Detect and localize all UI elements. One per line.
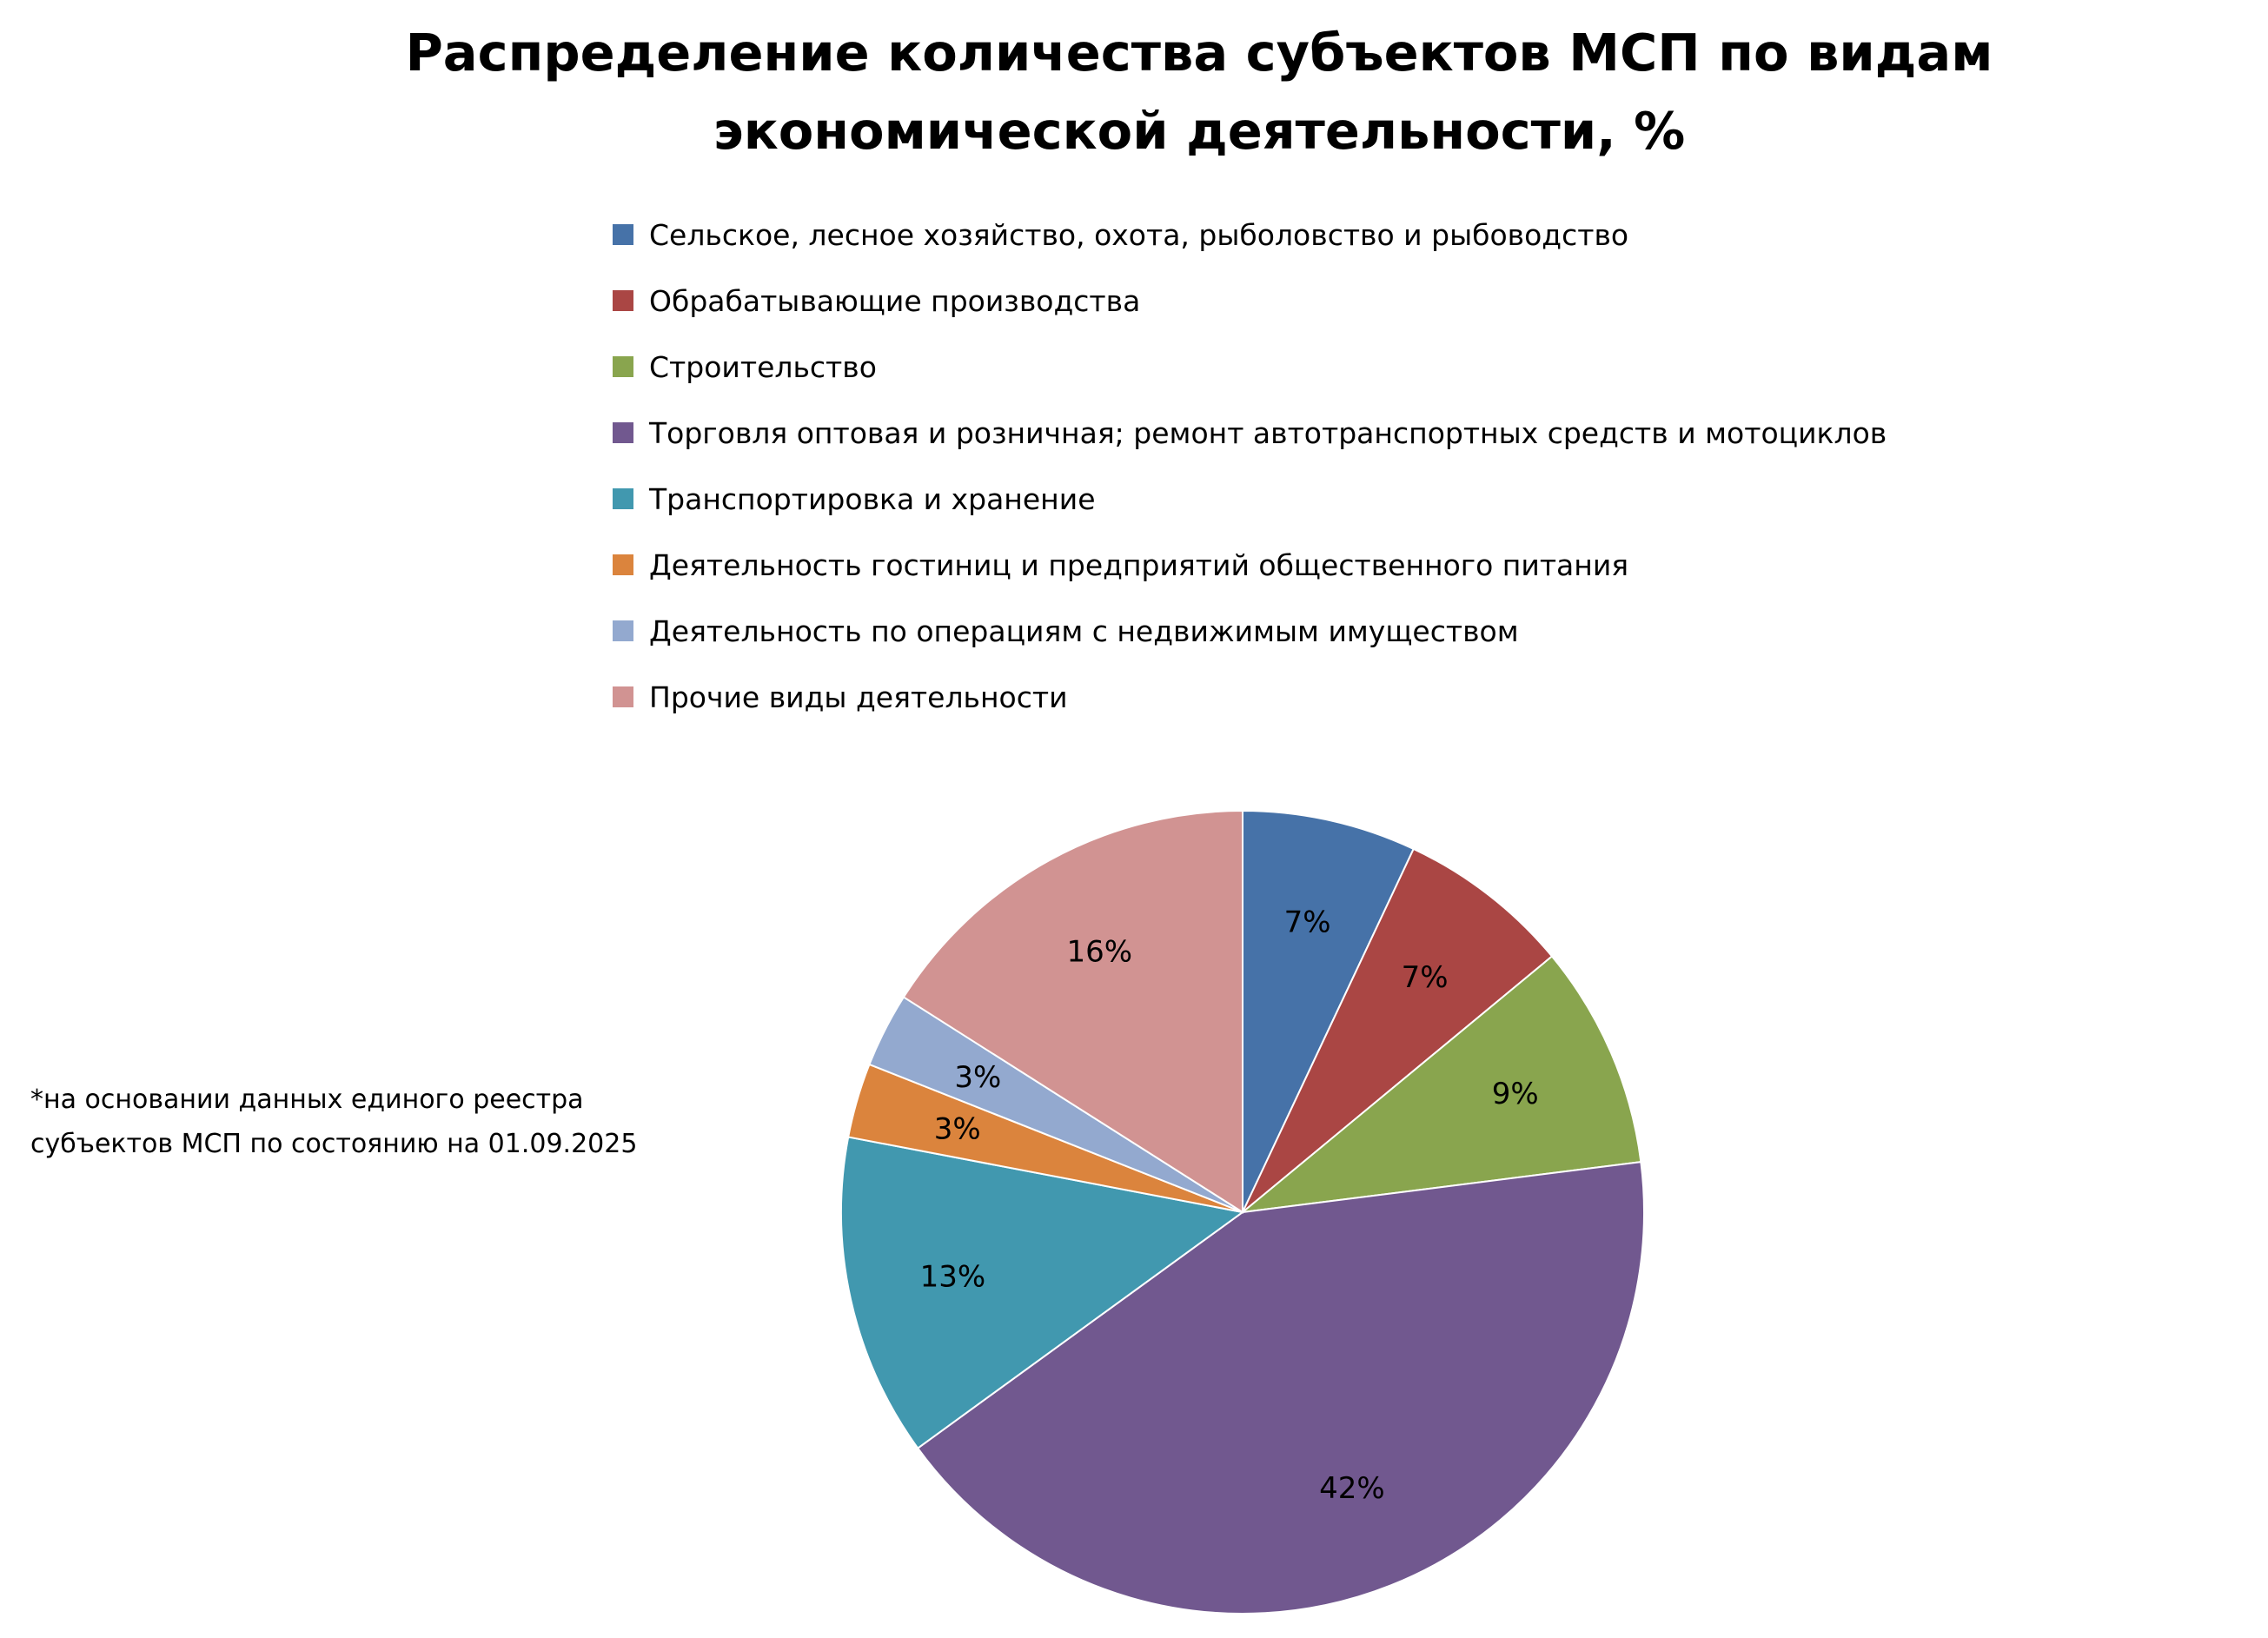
slice-data-label: 3% [933, 1111, 981, 1147]
legend-label: Деятельность гостиниц и предприятий общественного питания [649, 547, 1629, 582]
legend-label: Обрабатывающие производства [649, 283, 1141, 318]
chart-title: Распределение количества субъектов МСП по видам экономической деятельности, % [405, 23, 1993, 161]
slice-data-label: 16% [1066, 934, 1133, 970]
footnote-line-1: *на основании данных единого реестра [30, 1084, 584, 1115]
footnote-line-2: субъектов МСП по состоянию на 01.09.2025 [30, 1129, 638, 1159]
legend-label: Прочие виды деятельности [649, 680, 1068, 714]
slice-data-label: 7% [1283, 905, 1331, 940]
slice-data-label: 3% [954, 1059, 1002, 1095]
legend-label: Транспортировка и хранение [649, 481, 1096, 516]
legend-label: Сельское, лесное хозяйство, охота, рыболовство и рыбоводство [649, 217, 1629, 252]
slice-data-label: 42% [1319, 1470, 1385, 1506]
slice-data-label: 9% [1491, 1077, 1539, 1112]
legend-label: Строительство [649, 349, 877, 384]
legend-label: Деятельность по операциям с недвижимым имуществом [649, 613, 1519, 648]
slice-data-label: 13% [919, 1259, 986, 1295]
legend-label: Торговля оптовая и розничная; ремонт автотранспортных средств и мотоциклов [649, 415, 1887, 450]
slice-data-label: 7% [1401, 959, 1449, 995]
